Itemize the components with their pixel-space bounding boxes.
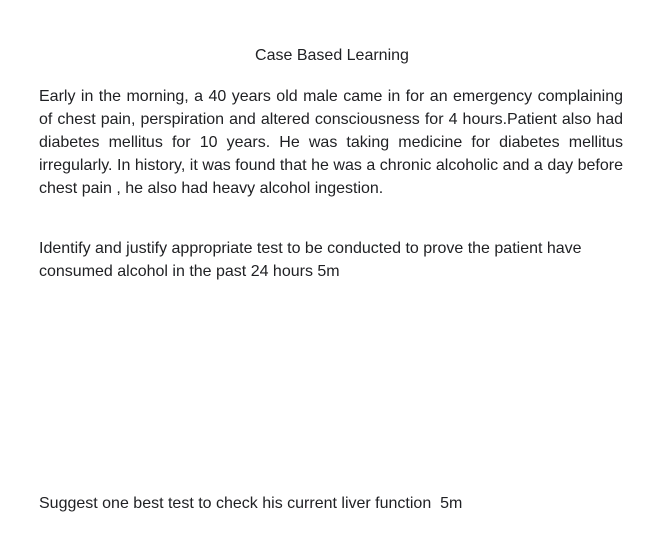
document-title: Case Based Learning — [255, 47, 409, 64]
question-alcohol-test: Identify and justify appropriate test to be conducted to prove the patient have consumed alcohol in the past 24 hours 5m — [39, 240, 582, 280]
question-liver-function: Suggest one best test to check his current liver function 5m — [39, 495, 463, 512]
document-page — [39, 0, 623, 556]
case-description: Early in the morning, a 40 years old male came in for an emergency complaining of chest pain, perspiration and altered consciousness for 4 hours.Patient also had diabetes mellitus for 10 years. He was taking medicine for diabetes mellitus irregularly. In history, it was found that he was a chronic alcoholic and a day before chest pain , he also had heavy alcohol ingestion. — [39, 88, 623, 197]
